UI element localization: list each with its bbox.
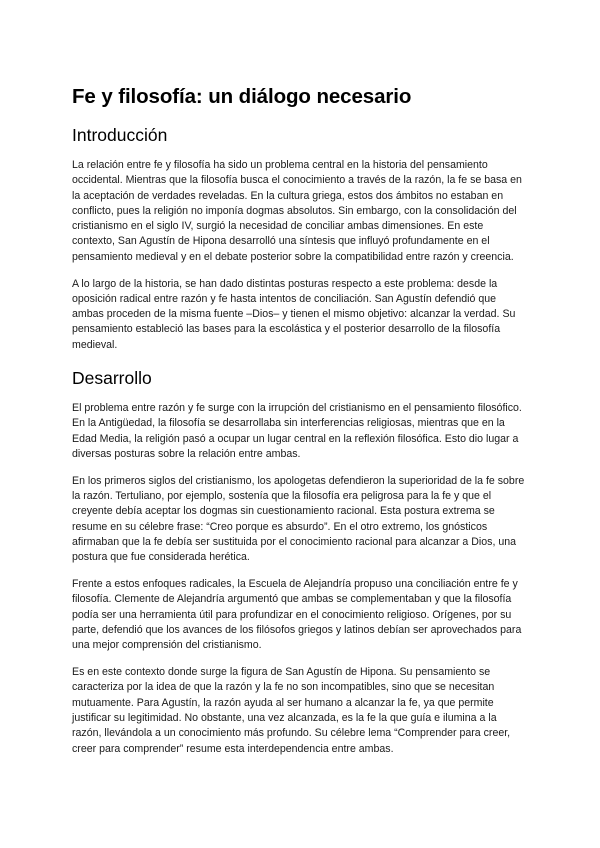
paragraph: Frente a estos enfoques radicales, la Escuela de Alejandría propuso una conciliación entre fe y filosofía. Clemente de Alejandría argumentó que ambas se complementaban y que la filosofía podía ser una herramienta útil para profundizar en el conocimiento religioso. Orígenes, por su parte, defendió que los avances de los filósofos griegos y latinos debían ser aprovechados para una mejor comprensión del cristianismo. xyxy=(72,578,522,652)
document-page xyxy=(72,84,528,768)
document-title: Fe y filosofía: un diálogo necesario xyxy=(72,85,412,108)
paragraph: La relación entre fe y filosofía ha sido un problema central en la historia del pensamiento occidental. Mientras que la filosofía busca el conocimiento a través de la razón, la fe se basa en la aceptación de verdades reveladas. En la cultura griega, estos dos ámbitos no estaban en conflicto, pues la religión no imponía dogmas absolutos. Sin embargo, con la consolidación del cristianismo en el siglo IV, surgió la necesidad de conciliar ambas dimensiones. En este contexto, San Agustín de Hipona desarrolló una síntesis que influyó profundamente en el pensamiento medieval y en el debate posterior sobre la compatibilidad entre razón y creencia. xyxy=(72,159,522,263)
section-heading: Desarrollo xyxy=(72,368,152,389)
section-heading: Introducción xyxy=(72,125,168,145)
paragraph: A lo largo de la historia, se han dado distintas posturas respecto a este problema: desde la oposición radical entre razón y fe hasta intentos de conciliación. San Agustín defendió que ambas proceden de la misma fuente –Dios– y tienen el mismo objetivo: alcanzar la verdad. Su pensamiento estableció las bases para la escolástica y el posterior desarrollo de la filosofía medieval. xyxy=(72,277,516,351)
paragraph: El problema entre razón y fe surge con la irrupción del cristianismo en el pensamiento filosófico. En la Antigüedad, la filosofía se desarrollaba sin interferencias religiosas, mientras que en la Edad Media, la religión pasó a ocupar un lugar central en la reflexión filosófica. Esto dio lugar a diversas posturas sobre la relación entre ambas. xyxy=(72,402,522,460)
paragraph: Es en este contexto donde surge la figura de San Agustín de Hipona. Su pensamiento se caracteriza por la idea de que la razón y la fe no son incompatibles, sino que se necesitan mutuamente. Para Agustín, la razón ayuda al ser humano a alcanzar la fe, ya que permite justificar su legitimidad. No obstante, una vez alcanzada, es la fe la que guía e ilumina a la razón, llevándola a un conocimiento más profundo. Su célebre lema “Comprender para creer, creer para comprender” resume esta interdependencia entre ambas. xyxy=(72,666,511,755)
section-desarrollo xyxy=(72,367,528,757)
paragraph: En los primeros siglos del cristianismo, los apologetas defendieron la superioridad de la fe sobre la razón. Tertuliano, por ejemplo, sostenía que la filosofía era peligrosa para la fe y que el creyente debía aceptar los dogmas sin cuestionamiento racional. Esta postura extrema se resume en su célebre frase: “Creo porque es absurdo”. En el otro extremo, los gnósticos afirmaban que la fe debía ser sustituida por el conocimiento racional para alcanzar a Dios, una postura que fue considerada herética. xyxy=(72,474,525,564)
section-introduccion xyxy=(72,124,528,353)
